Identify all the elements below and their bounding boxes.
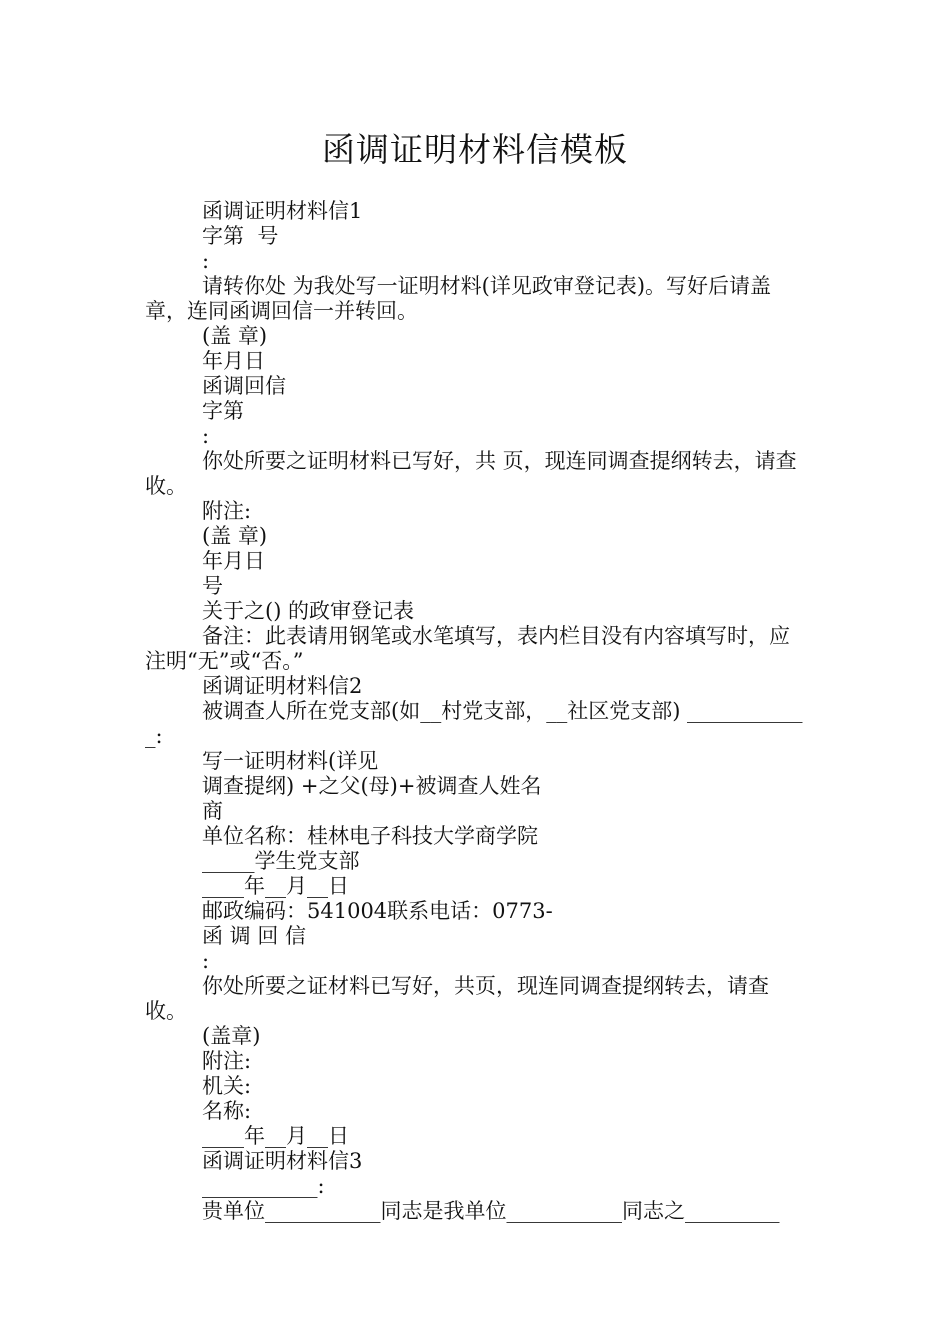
paragraph: : bbox=[202, 249, 210, 273]
paragraph: (盖 章) bbox=[202, 524, 268, 548]
paragraph: 字第 bbox=[202, 399, 244, 423]
paragraph: 字第 号 bbox=[202, 224, 279, 248]
paragraph: 你处所要之证材料已写好，共页，现连同调查提纲转去，请查收。 bbox=[145, 974, 769, 1023]
paragraph: 年月日 bbox=[202, 549, 265, 573]
paragraph: 调查提纲) +之父(母)+被调查人姓名 bbox=[202, 774, 542, 798]
paragraph: 请转你处 为我处写一证明材料(详见政审登记表)。写好后请盖章，连同函调回信一并转回。 bbox=[145, 274, 772, 323]
paragraph: 关于之() 的政审登记表 bbox=[202, 599, 415, 623]
paragraph: 函调证明材料信2 bbox=[202, 674, 363, 698]
paragraph: _____学生党支部 bbox=[202, 849, 360, 873]
paragraph: 函调回信 bbox=[202, 374, 286, 398]
document-body bbox=[145, 199, 810, 1224]
paragraph: 函调证明材料信3 bbox=[202, 1149, 363, 1173]
paragraph: 附注: bbox=[202, 1049, 252, 1073]
paragraph: ____年__月__日 bbox=[202, 1124, 349, 1148]
paragraph: 备注：此表请用钢笔或水笔填写，表内栏目没有内容填写时，应注明“无”或“否。” bbox=[145, 624, 790, 673]
paragraph: 单位名称：桂林电子科技大学商学院 bbox=[202, 824, 538, 848]
paragraph: 函调证明材料信1 bbox=[202, 199, 363, 223]
paragraph: 被调查人所在党支部(如__村党支部，__社区党支部) ____________: bbox=[145, 699, 803, 748]
paragraph: 年月日 bbox=[202, 349, 265, 373]
paragraph: (盖章) bbox=[202, 1024, 261, 1048]
paragraph: 商 bbox=[202, 799, 223, 823]
paragraph: 号 bbox=[202, 574, 223, 598]
paragraph: 名称: bbox=[202, 1099, 252, 1123]
paragraph: (盖 章) bbox=[202, 324, 268, 348]
paragraph: ___________: bbox=[202, 1174, 325, 1198]
paragraph: : bbox=[202, 949, 210, 973]
document-title: 函调证明材料信模板 bbox=[322, 130, 628, 169]
paragraph: 机关: bbox=[202, 1074, 252, 1098]
paragraph: 函 调 回 信 bbox=[202, 924, 307, 948]
paragraph: 邮政编码：541004联系电话：0773- bbox=[202, 899, 553, 923]
paragraph: 写一证明材料(详见 bbox=[202, 749, 379, 773]
paragraph: ____年__月__日 bbox=[202, 874, 349, 898]
paragraph: 你处所要之证明材料已写好，共 页，现连同调查提纲转去，请查收。 bbox=[145, 449, 797, 498]
paragraph: 附注: bbox=[202, 499, 252, 523]
paragraph: : bbox=[202, 424, 210, 448]
paragraph: 贵单位___________同志是我单位___________同志之_________ bbox=[202, 1199, 780, 1223]
